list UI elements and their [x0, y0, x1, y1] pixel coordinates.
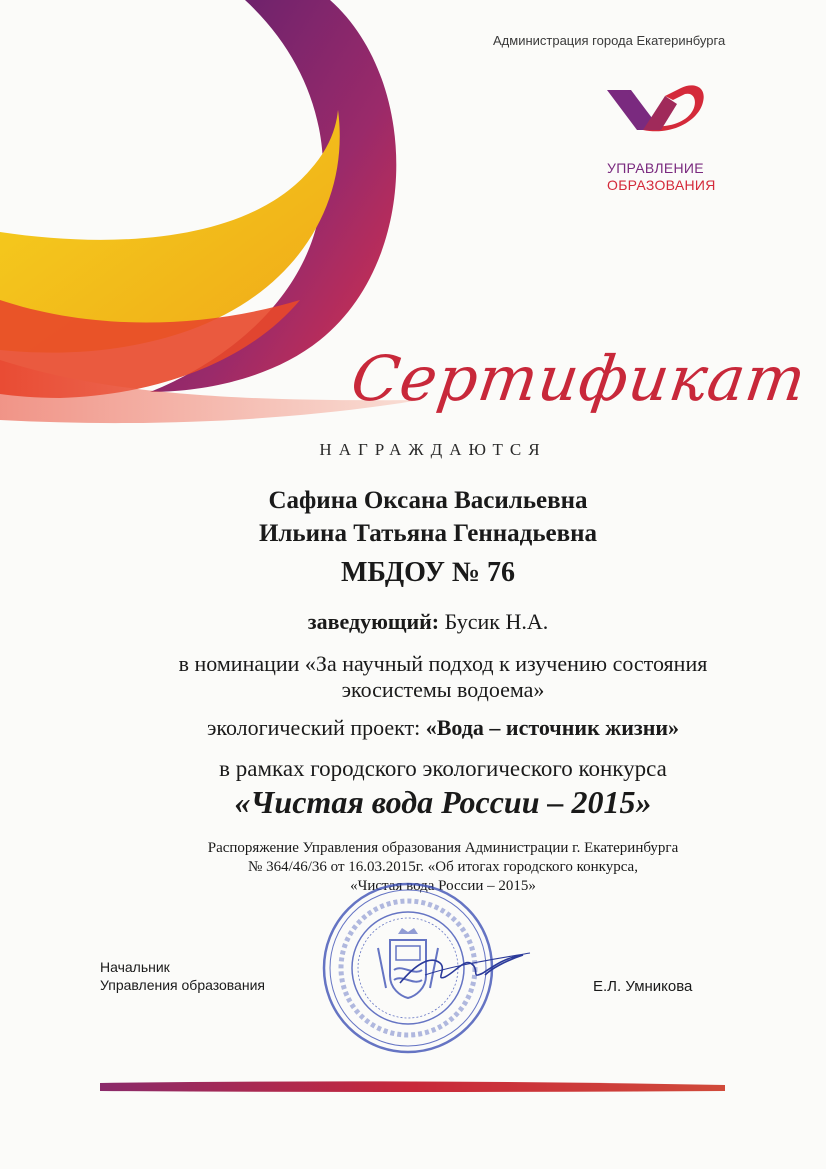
signer-position	[100, 958, 265, 994]
handwritten-signature	[395, 935, 535, 995]
signer-name: Е.Л. Умникова	[593, 978, 693, 995]
administration-name: Администрация города Екатеринбурга	[493, 33, 726, 48]
signer-position-line: Начальник	[100, 959, 170, 975]
signer-position-line: Управления образования	[100, 977, 265, 993]
project-label: экологический проект:	[206, 715, 421, 740]
project-name: «Вода – источник жизни»	[425, 715, 680, 740]
nomination-line: экосистемы водоема»	[341, 677, 545, 702]
department-name	[607, 160, 716, 194]
order-line: «Чистая вода России – 2015»	[350, 878, 536, 894]
awarded-label: НАГРАЖДАЮТСЯ	[319, 440, 547, 459]
project-line	[0, 715, 826, 741]
recipient-name: Ильина Татьяна Геннадьевна	[258, 520, 598, 547]
organization-name: МБДОУ № 76	[340, 557, 516, 588]
head-label: заведующий:	[307, 609, 440, 634]
education-department-logo	[603, 80, 711, 144]
certificate-title: Сертификат	[346, 342, 811, 415]
head-line	[0, 609, 826, 635]
order-line: № 364/46/36 от 16.03.2015г. «Об итогах городского конкурса,	[248, 859, 638, 875]
nomination-line: в номинации «За научный подход к изучению состояния	[178, 651, 708, 676]
bottom-decorative-bar	[100, 1079, 725, 1095]
contest-frame-text: в рамках городского экологического конкурса	[219, 756, 667, 781]
contest-name: «Чистая вода России – 2015»	[234, 784, 652, 820]
department-line2: ОБРАЗОВАНИЯ	[607, 177, 716, 193]
order-line: Распоряжение Управления образования Администрации г. Екатеринбурга	[207, 840, 679, 856]
recipient-name: Сафина Оксана Васильевна	[268, 487, 588, 514]
recipients-block	[0, 484, 826, 550]
nomination-block	[0, 651, 826, 703]
head-name: Бусик Н.А.	[444, 609, 549, 634]
department-line1: УПРАВЛЕНИЕ	[607, 160, 704, 176]
